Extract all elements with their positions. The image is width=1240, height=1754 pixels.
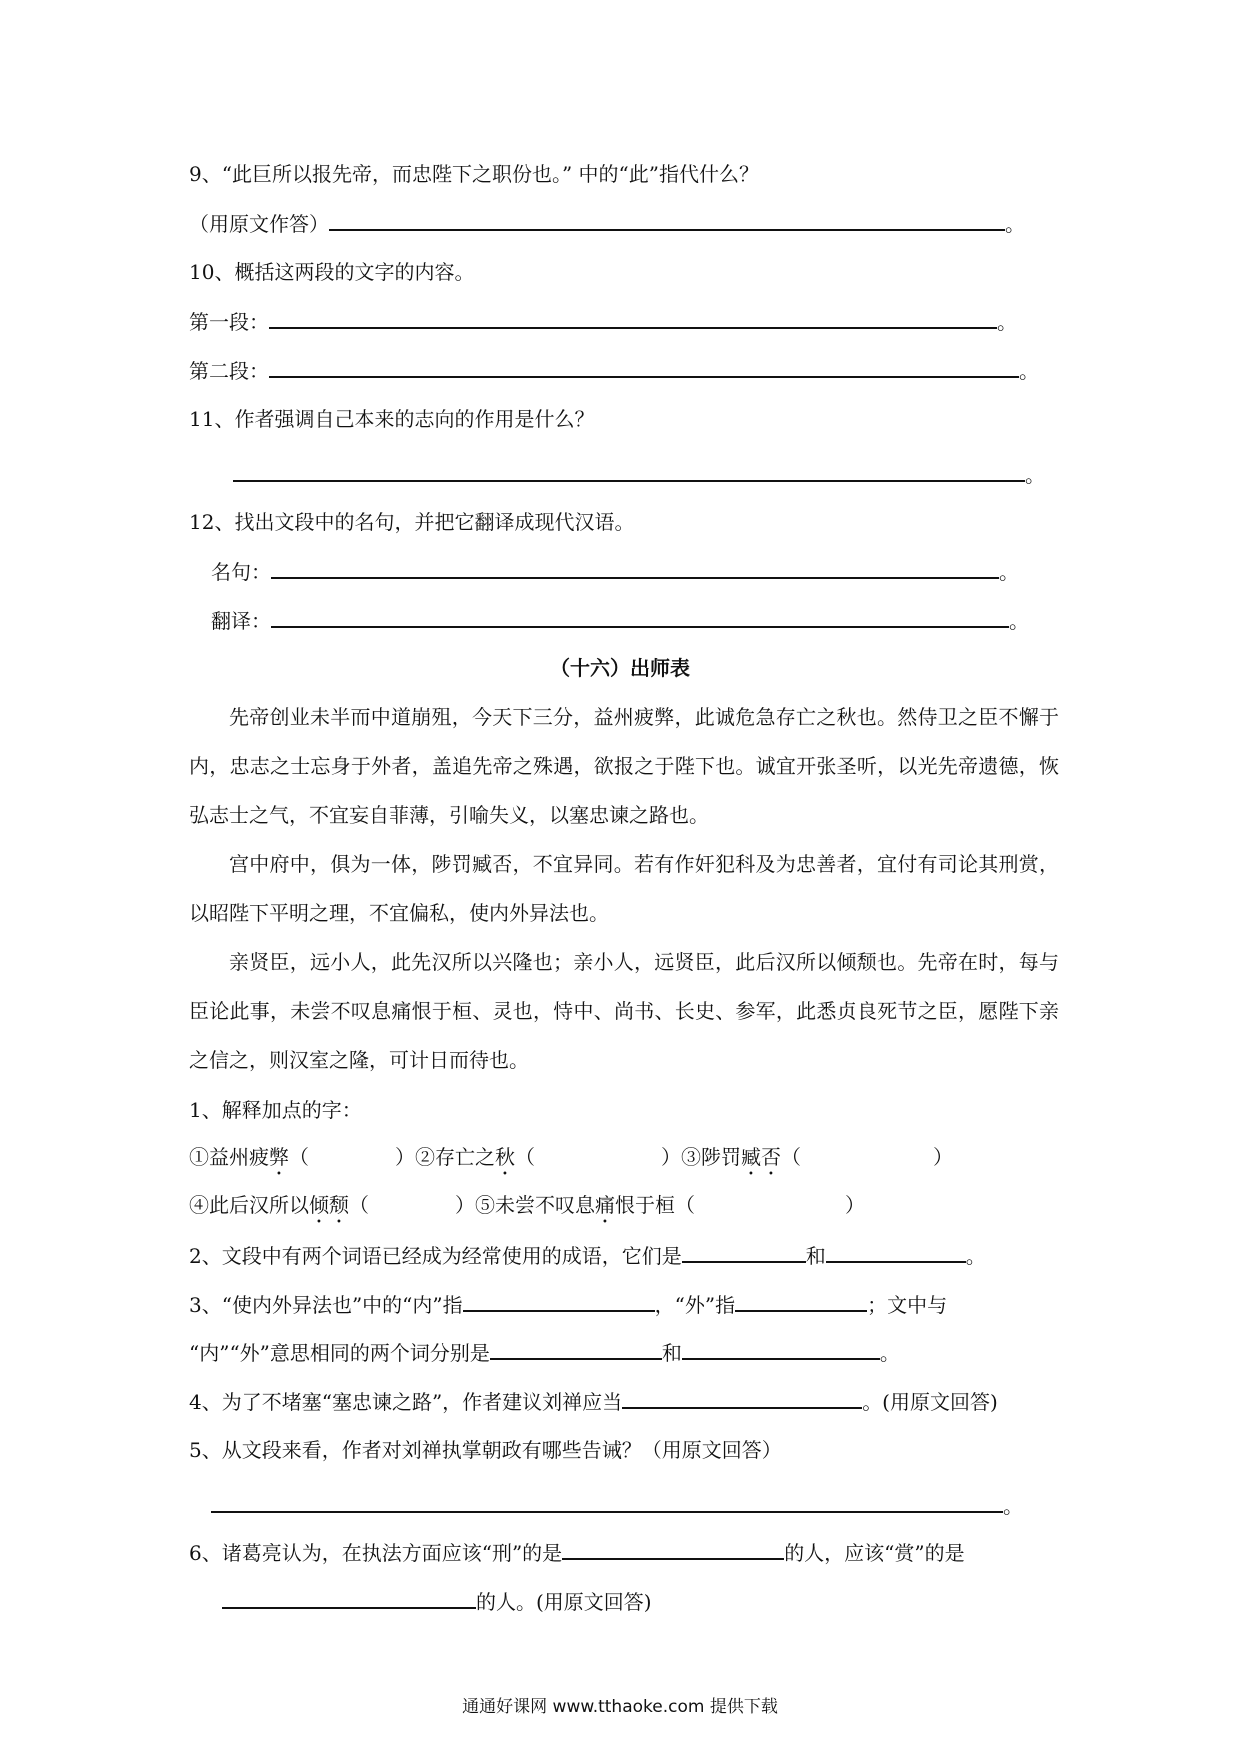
blank[interactable] <box>271 557 999 579</box>
blank[interactable] <box>622 1387 862 1409</box>
question-12: 12、找出文段中的名句，并把它翻译成现代汉语。 <box>189 510 635 534</box>
dotted-char: 痛 <box>595 1193 615 1217</box>
blank[interactable] <box>211 1491 1003 1513</box>
question-6: 6、诸葛亮认为，在执法方面应该“刑”的是 的人，应该“赏”的是 <box>189 1538 965 1567</box>
blank[interactable] <box>463 1290 655 1312</box>
dotted-char: 倾颓 <box>309 1193 349 1217</box>
question-3: 3、“使内外异法也”中的“内”指 ，“外”指 ；文中与 <box>189 1290 947 1319</box>
question-9-answer-line: （用原文作答） 。 <box>189 209 1025 238</box>
section-title: （十六）出师表 <box>550 656 690 680</box>
footer: 通通好课网 www.tthaoke.com 提供下载 <box>462 1697 778 1717</box>
question-1-items-row-1: ①益州疲弊（ ）②存亡之秋（ ）③陟罚臧否（ ） <box>189 1145 953 1169</box>
question-1: 1、解释加点的字： <box>189 1098 362 1122</box>
question-6-continued: 的人。(用原文回答) <box>222 1587 652 1616</box>
question-10-paragraph-2: 第二段： 。 <box>189 356 1039 385</box>
question-11-answer-line: 。 <box>233 460 1045 489</box>
passage-paragraph-2: 宫中府中，俱为一体，陟罚臧否，不宜异同。若有作奸犯科及为忠善者，宜付有司论其刑赏，以昭陛下平明之理，不宜偏私，使内外异法也。 <box>189 852 1059 925</box>
question-12-famous-line: 名句： 。 <box>211 557 1019 586</box>
passage-paragraph-3: 亲贤臣，远小人，此先汉所以兴隆也；亲小人，远贤臣，此后汉所以倾颓也。先帝在时，每与臣论此事，未尝不叹息痛恨于桓、灵也，恃中、尚书、长史、参军，此悉贞良死节之臣，愿陛下亲之信之，则汉室之隆，可计日而待也。 <box>189 950 1059 1072</box>
question-1-items-row-2: ④此后汉所以倾颓（ ）⑤未尝不叹息痛恨于桓（ ） <box>189 1193 865 1217</box>
question-5-answer-line: 。 <box>211 1491 1023 1520</box>
answer-hint: （用原文作答） <box>189 212 329 236</box>
blank[interactable] <box>271 606 1009 628</box>
blank[interactable] <box>826 1241 966 1263</box>
dotted-char: 秋 <box>495 1145 515 1169</box>
question-11: 11、作者强调自己本来的志向的作用是什么？ <box>189 407 595 431</box>
question-9: 9、“此巨所以报先帝，而忠陛下之职份也。” 中的“此”指代什么？ <box>189 162 759 186</box>
blank[interactable] <box>329 209 1005 231</box>
blank[interactable] <box>222 1587 476 1609</box>
blank[interactable] <box>233 460 1025 482</box>
question-10: 10、概括这两段的文字的内容。 <box>189 260 475 284</box>
question-12-translation: 翻译： 。 <box>211 606 1029 635</box>
question-2: 2、文段中有两个词语已经成为经常使用的成语，它们是 和 。 <box>189 1241 986 1270</box>
blank[interactable] <box>269 307 997 329</box>
question-10-paragraph-1: 第一段： 。 <box>189 307 1017 336</box>
blank[interactable] <box>735 1290 867 1312</box>
question-3-continued: “内”“外”意思相同的两个词分别是 和 。 <box>189 1338 900 1367</box>
blank[interactable] <box>490 1338 662 1360</box>
question-5: 5、从文段来看，作者对刘禅执掌朝政有哪些告诫？（用原文回答） <box>189 1438 782 1462</box>
passage-paragraph-1: 先帝创业未半而中道崩殂，今天下三分，益州疲弊，此诚危急存亡之秋也。然侍卫之臣不懈于内，忠志之士忘身于外者，盖追先帝之殊遇，欲报之于陛下也。诚宜开张圣听，以光先帝遗德，恢弘志士之气，不宜妄自菲薄，引喻失义，以塞忠谏之路也。 <box>189 705 1059 827</box>
blank[interactable] <box>682 1241 806 1263</box>
blank[interactable] <box>269 356 1019 378</box>
blank[interactable] <box>682 1338 880 1360</box>
dotted-char: 臧否 <box>741 1145 781 1169</box>
dotted-char: 弊 <box>269 1145 289 1169</box>
blank[interactable] <box>562 1538 784 1560</box>
question-4: 4、为了不堵塞“塞忠谏之路”，作者建议刘禅应当 。(用原文回答) <box>189 1387 998 1416</box>
